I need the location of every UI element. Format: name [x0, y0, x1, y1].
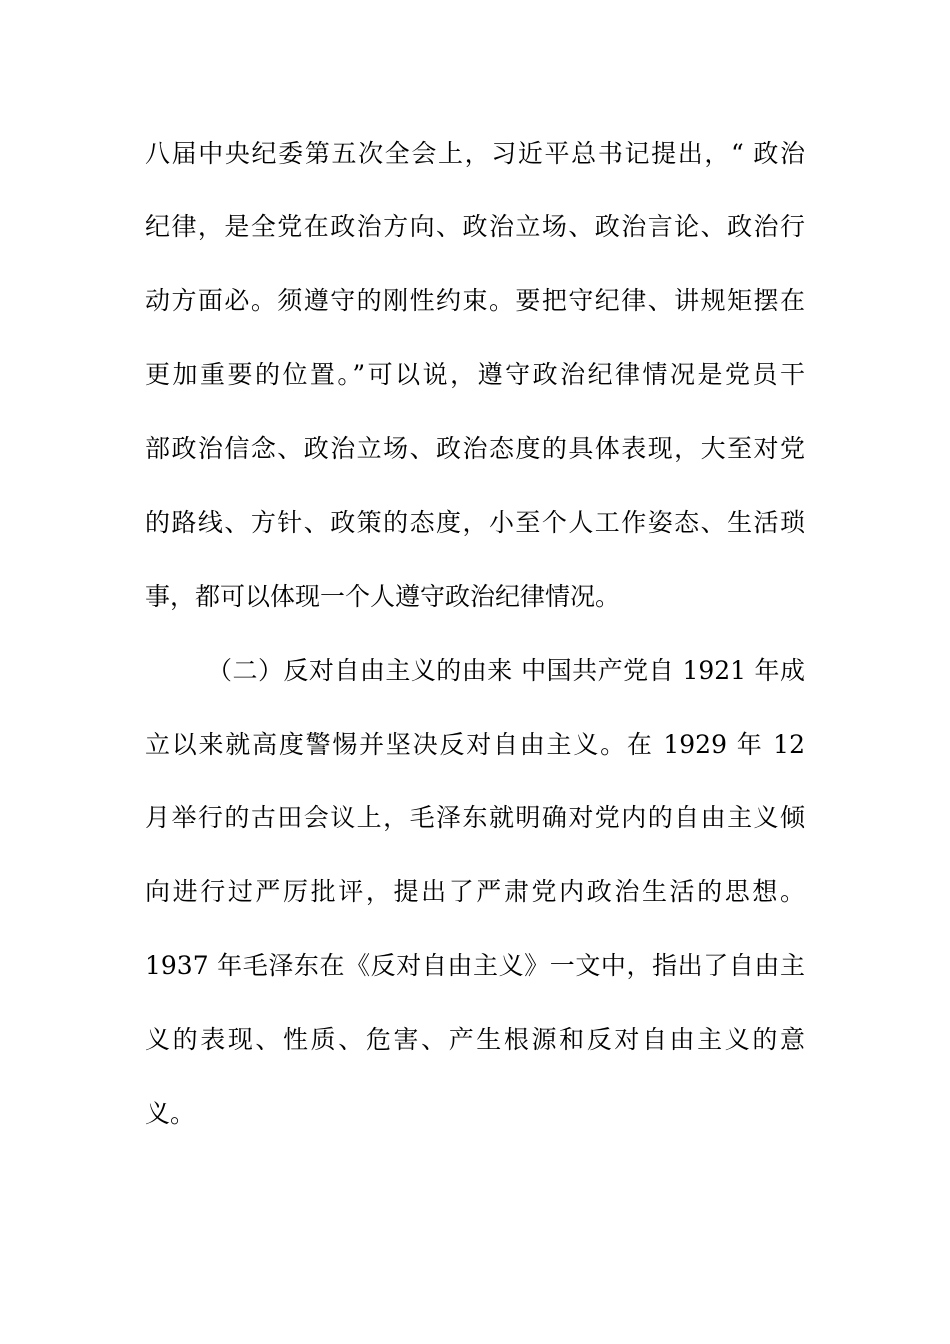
- text-line: 义的表现、性质、危害、产生根源和反对自由主义的意: [145, 1025, 805, 1054]
- text-line: 向进行过严厉批评，提出了严肃党内政治生活的思想。: [145, 877, 805, 906]
- text-line: 纪律，是全党在政治方向、政治立场、政治言论、政治行: [145, 212, 805, 241]
- text-line: 义。: [145, 1099, 196, 1128]
- text-line: 事，都可以体现一个人遵守政治纪律情况。: [145, 582, 621, 611]
- text-line: 的路线、方针、政策的态度，小至个人工作姿态、生活琐: [145, 508, 805, 537]
- section-heading-line: （二）反对自由主义的由来 中国共产党自 1921 年成: [207, 656, 805, 685]
- text-line: 八届中央纪委第五次全会上，习近平总书记提出，“ 政治: [145, 139, 805, 168]
- text-line: 月举行的古田会议上，毛泽东就明确对党内的自由主义倾: [145, 803, 805, 832]
- text-line: 1937 年毛泽东在《反对自由主义》一文中，指出了自由主: [145, 951, 805, 980]
- text-line: 动方面必。须遵守的刚性约束。要把守纪律、讲规矩摆在: [145, 286, 805, 315]
- text-line: 立以来就高度警惕并坚决反对自由主义。在 1929 年 12: [145, 730, 805, 759]
- text-line: 更加重要的位置。”可以说，遵守政治纪律情况是党员干: [145, 360, 805, 389]
- text-line: 部政治信念、政治立场、政治态度的具体表现，大至对党: [145, 434, 805, 463]
